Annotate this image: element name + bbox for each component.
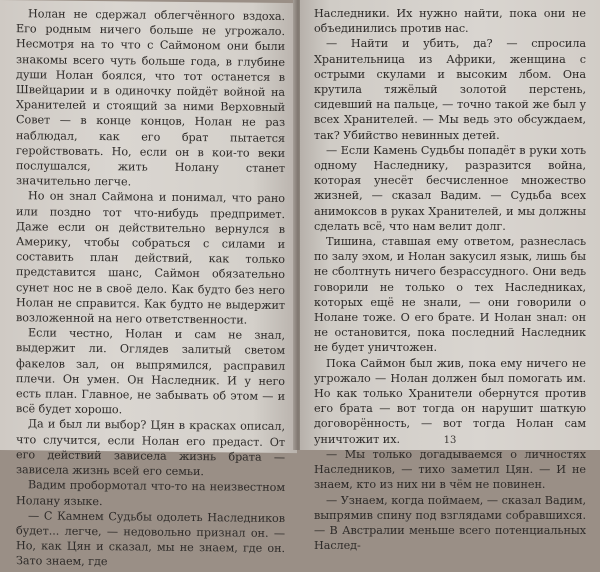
paragraph: Нолан не сдержал облегчённого вздоха. Его родным ничего больше не угрожало. Несмотря на то что с Саймоном они были знакомы всего чуть больше года, в глубине души Нолан боялся, что тот останется в Швейцарии и в одиночку пойдёт войной на Хранителей и стоящий за ними Верховный Совет — в конце концов, Нолан не раз наблюдал, как его брат пытается геройствовать. Но, если он в кои-то веки послушался, жить Нолану станет значительно легче. [16, 7, 285, 189]
paragraph: Но он знал Саймона и понимал, что рано или поздно тот что-нибудь предпримет. Даже если он действительно вернулся в Америку, чтобы собраться с силами и составить план действий, как только представится шанс, Саймон обязательно сунет нос не в своё дело. Как будто без него Нолан не справится. Как будто не выдержит возложенной на него ответственности. [16, 189, 285, 327]
paragraph: Пока Саймон был жив, пока ему ничего не угрожало — Нолан должен был помогать им. Но как только Хранители обернутся против его брата — вот тогда он нарушит шаткую договорённость, — вот тогда Нолан сам уничтожит их. [314, 356, 586, 446]
paragraph: — Узнаем, когда поймаем, — сказал Вадим, выпрямив спину под взглядами собравшихся. — В Австралии меньше всего потенциальных Наслед- [314, 493, 586, 553]
paragraph: Да и был ли выбор? Цян в красках описал, что случится, если Нолан его предаст. От его действий зависела жизнь брата — зависела жизнь всей его семьи. [16, 417, 285, 479]
paragraph: Если честно, Нолан и сам не знал, выдержит ли. Оглядев залитый светом факелов зал, он выпрямился, расправил плечи. Он умен. Он Наследник. И у него есть план. Главное, не забывать об этом — и всё будет хорошо. [16, 326, 285, 417]
paragraph: — Найти и убить, да? — спросила Хранительница из Африки, женщина с острыми скулами и высоким лбом. Она крутила тяжёлый золотой перстень, сидевший на пальце, — точно такой же был у всех Хранителей. — Мы ведь это обсуждаем, так? Убийство невинных детей. [314, 37, 586, 142]
paragraph: Наследники. Их нужно найти, пока они не объединились против нас. [314, 7, 586, 36]
paragraph: — Если Камень Судьбы попадёт в руки хоть одному Наследнику, разразится война, которая унесёт бесчисленное множество жизней, — сказал Вадим. — Судьба всех анимоксов в руках Хранителей, и мы должны сделать всё, что нам велит долг. [314, 143, 586, 233]
paragraph: Вадим пробормотал что-то на неизвестном Нолану языке. [16, 478, 285, 508]
paragraph: — Мы только догадываемся о личностях Наследников, — тихо заметил Цян. — И не знаем, кто из них ни в чём не повинен. [314, 447, 586, 492]
left-page [0, 0, 297, 569]
left-page-text [16, 6, 285, 571]
paragraph: — С Камнем Судьбы одолеть Наследников будет... легче, — недовольно признал он. — Но, как Цян и сказал, мы не знаем, где он. Зато знаем, где [16, 508, 285, 569]
right-page-text [314, 6, 586, 553]
right-page [300, 0, 600, 553]
paragraph: Тишина, ставшая ему ответом, разнеслась по залу эхом, и Нолан закусил язык, лишь бы не сболтнуть ничего безрассудного. Они ведь говорили не только о тех Наследниках, которых ещё не знали, — они говорили о Нолане тоже. О его брате. И Нолан знал: он не остановится, пока последний Наследник не будет уничтожен. [314, 235, 586, 355]
right-page-number: 13 [443, 435, 457, 446]
